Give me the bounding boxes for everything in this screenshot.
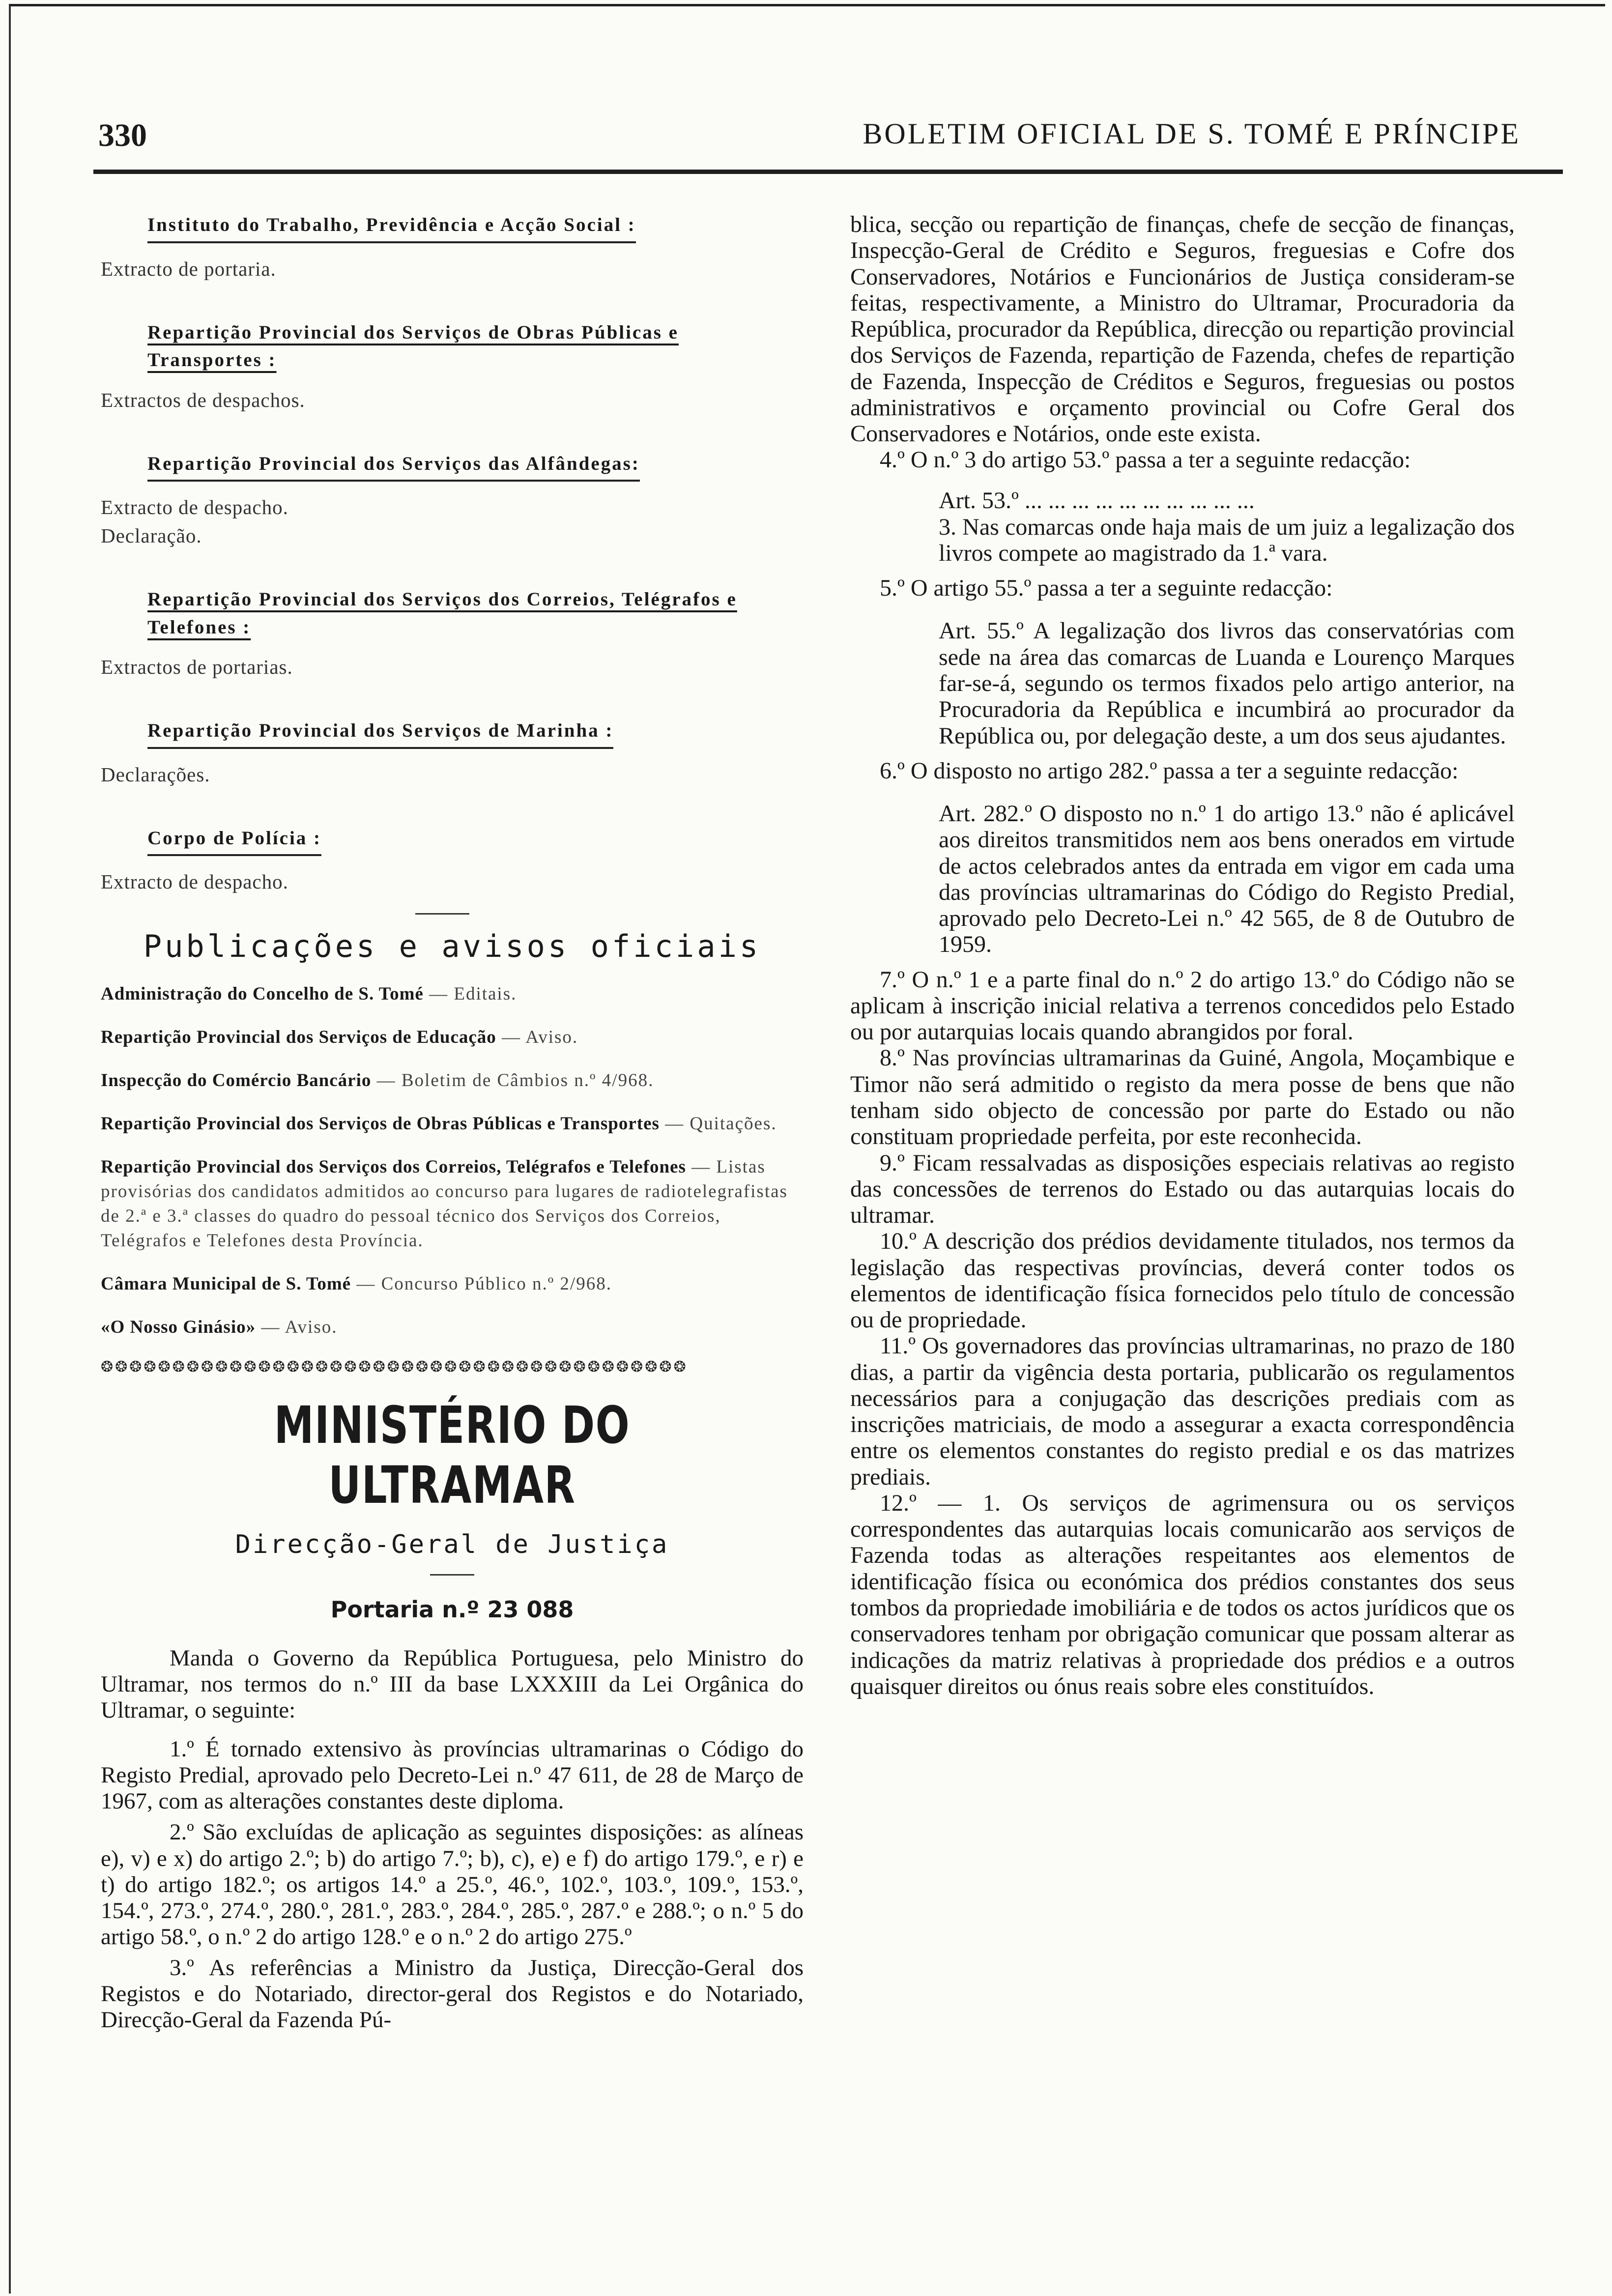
publication-source: Inspecção do Comércio Bancário [101,1070,372,1091]
publication-type: — Aviso. [496,1027,578,1048]
article-text: Art. 55.º A legalização dos livros das conservatórias com sede na área das comarcas de Luanda e Lourenço Marques far-se-á, segundo os termos fixados pelo artigo anterior, na Procuradoria da República e incumbirá ao procurador da República ou, por delegação deste, a um dos seus ajudantes. [939,618,1515,749]
divider [430,1574,474,1576]
section-title: Instituto do Trabalho, Previdência e Acção Social : [147,211,636,243]
publication-item [101,1112,804,1136]
section-title: Repartição Provincial dos Serviços de Marinha : [147,717,613,749]
publication-type: — Listas provisórias dos candidatos admitidos ao concurso para lugares de radiotelegrafistas de 2.ª e 3.ª classes do quadro do pessoal técnico dos Serviços dos Correios, Telégrafos e Telefones desta Província. [101,1157,788,1251]
section-entry: Extracto de despacho. [101,870,288,893]
section-title: Repartição Provincial dos Serviços de Obras Públicas e Transportes : [147,321,679,371]
section-entry: Extracto de despacho. [101,496,288,519]
right-column [850,211,1515,1699]
publication-source: «O Nosso Ginásio» [101,1317,256,1337]
publication-item [101,982,804,1006]
portaria-title: Portaria n.º 23 088 [330,1596,574,1623]
body-paragraph: 8.º Nas províncias ultramarinas da Guiné, Angola, Moçambique e Timor não será admitido o registo da mera posse de bens que não tenham sido objecto de concessão por parte do Estado ou não constituam propriedade perfeita, por este reconhecida. [850,1045,1515,1150]
section-title: Repartição Provincial dos Serviços dos Correios, Telégrafos e Telefones : [147,589,737,638]
ministry-heading: MINISTÉRIO DO ULTRAMAR [274,1395,631,1515]
body-paragraph: 5.º O artigo 55.º passa a ter a seguinte redacção: [880,575,1333,602]
section-entry: Extractos de despachos. [101,388,305,411]
body-paragraph: blica, secção ou repartição de finanças, chefe de secção de finanças, Inspecção-Geral de Crédito e Seguros, freguesias e Cofre dos Conservadores, Notários e Funcionários de Justiça consideram-se feitas, respectivamente, a Ministro do Ultramar, Procuradoria da República, procurador da República, direcção ou repartição provincial dos Serviços de Fazenda, repartição de Fazenda, chefes de repartição de Fazenda, Inspecção de Créditos e Seguros, freguesias ou postos administrativos e orçamento provincial ou Cofre Geral dos Conservadores e Notários, onde este exista. [850,211,1515,447]
publication-source: Repartição Provincial dos Serviços de Educação [101,1027,496,1048]
publication-item [101,1272,804,1296]
body-paragraph: 4.º O n.º 3 do artigo 53.º passa a ter a seguinte redacção: [880,447,1411,473]
article-text: Art. 282.º O disposto no n.º 1 do artigo 13.º não é aplicável aos direitos transmitidos nem aos bens onerados em virtude de actos celebrados antes da entrada em vigor em cada uma das províncias ultramarinas do Código do Registo Predial, aprovado pelo Decreto-Lei n.º 42 565, de 8 de Outubro de 1959. [939,801,1515,958]
section-marinha [101,717,804,786]
publication-source: Repartição Provincial dos Serviços de Obras Públicas e Transportes [101,1114,660,1134]
publication-item [101,1155,804,1253]
section-title: Corpo de Polícia : [147,825,321,857]
section-entry: Extracto de portaria. [101,257,276,280]
publication-item [101,1068,804,1093]
body-paragraph: Manda o Governo da República Portuguesa, pelo Ministro do Ultramar, nos termos do n.º III da base LXXXIII da Lei Orgânica do Ultramar, o seguinte: [101,1645,804,1723]
publication-type: — Boletim de Câmbios n.º 4/968. [371,1070,654,1091]
publications-heading: Publicações e avisos oficiais [143,928,761,965]
publication-type: — Concurso Público n.º 2/968. [351,1273,612,1294]
page-number: 330 [98,117,147,153]
section-obras-publicas [101,319,804,412]
body-paragraph: 6.º O disposto no artigo 282.º passa a ter a seguinte redacção: [880,757,1459,784]
body-paragraph: 1.º É tornado extensivo às províncias ultramarinas o Código do Registo Predial, aprovado pelo Decreto-Lei n.º 47 611, de 28 de Março de 1967, com as alterações constantes deste diploma. [101,1736,804,1814]
article-text: 3. Nas comarcas onde haja mais de um juiz a legalização dos livros compete ao magistrado da 1.ª vara. [939,514,1515,566]
divider [415,913,469,915]
section-instituto [101,211,804,281]
publication-type: — Quitações. [659,1114,777,1134]
body-paragraph: 11.º Os governadores das províncias ultramarinas, no prazo de 180 dias, a partir da vigência desta portaria, publicarão os regulamentos necessários para a conjugação das descrições prediais com as inscrições matriciais, de modo a assegurar a exacta correspondência entre os elementos constantes do registo predial e os das matrizes prediais. [850,1333,1515,1490]
publication-title: BOLETIM OFICIAL DE S. TOMÉ E PRÍNCIPE [863,117,1521,150]
section-entry: Extractos de portarias. [101,656,293,679]
section-entry: Declarações. [101,763,210,786]
section-alfandegas [101,450,804,548]
ornamental-rule: ❂❂❂❂❂❂❂❂❂❂❂❂❂❂❂❂❂❂❂❂❂❂❂❂❂❂❂❂❂❂❂❂❂❂❂❂❂❂❂❂❂ [101,1358,688,1375]
body-paragraph: 3.º As referências a Ministro da Justiça, Direcção-Geral dos Registos e do Notariado, director-geral dos Registos e do Notariado, Direcção-Geral da Fazenda Pú- [101,1954,804,2033]
body-paragraph: 10.º A descrição dos prédios devidamente titulados, nos termos da legislação das respectivas províncias, deverá conter todos os elementos de identificação física fornecidos pelo título de concessão ou de propriedade. [850,1228,1515,1333]
body-paragraph: 12.º — 1. Os serviços de agrimensura ou os serviços correspondentes das autarquias locais comunicarão aos serviços de Fazenda todas as alterações respeitantes aos elementos de identificação física ou económica dos prédios constantes dos seus tombos da propriedade imobiliária e de todos os actos jurídicos que os conservadores tenham por obrigação comunicar que possam alterar as indicações da matriz relativas à propriedade dos prédios e a outros quaisquer direitos ou ónus reais sobre eles constituídos. [850,1490,1515,1699]
section-policia [101,825,804,894]
body-paragraph: 2.º São excluídas de aplicação as seguintes disposições: as alíneas e), v) e x) do artigo 2.º; b) do artigo 7.º; b), c), e) e f) do artigo 179.º, e r) e t) do artigo 182.º; os artigos 14.º a 25.º, 46.º, 102.º, 103.º, 109.º, 153.º, 154.º, 273.º, 274.º, 280.º, 281.º, 283.º, 284.º, 285.º, 287.º e 288.º; o n.º 5 do artigo 58.º, o n.º 2 do artigo 128.º e o n.º 2 do artigo 275.º [101,1819,804,1950]
publication-source: Administração do Concelho de S. Tomé [101,984,424,1004]
directorate-heading: Direcção-Geral de Justiça [235,1529,669,1559]
publication-source: Câmara Municipal de S. Tomé [101,1273,351,1294]
page-header [98,108,1521,162]
body-paragraph: 9.º Ficam ressalvadas as disposições especiais relativas ao registo das concessões de terrenos do Estado ou das autarquias locais do ultramar. [850,1149,1515,1229]
body-paragraph: 7.º O n.º 1 e a parte final do n.º 2 do artigo 13.º do Código não se aplicam à inscrição inicial relativa a terrenos concedidos pelo Estado ou por autarquias locais quando abrangidos por foral. [850,966,1515,1045]
publication-item [101,1315,804,1340]
section-correios [101,586,804,679]
left-column [101,211,804,2033]
header-rule [93,170,1563,174]
publication-type: — Aviso. [256,1317,338,1337]
publication-type: — Editais. [423,984,517,1004]
publication-item [101,1025,804,1050]
article-heading: Art. 53.º ... ... ... ... ... ... ... ... ... ... [939,487,1255,514]
section-title: Repartição Provincial dos Serviços das Alfândegas: [147,450,640,482]
publication-source: Repartição Provincial dos Serviços dos Correios, Telégrafos e Telefones [101,1157,686,1177]
section-entry: Declaração. [101,524,202,547]
